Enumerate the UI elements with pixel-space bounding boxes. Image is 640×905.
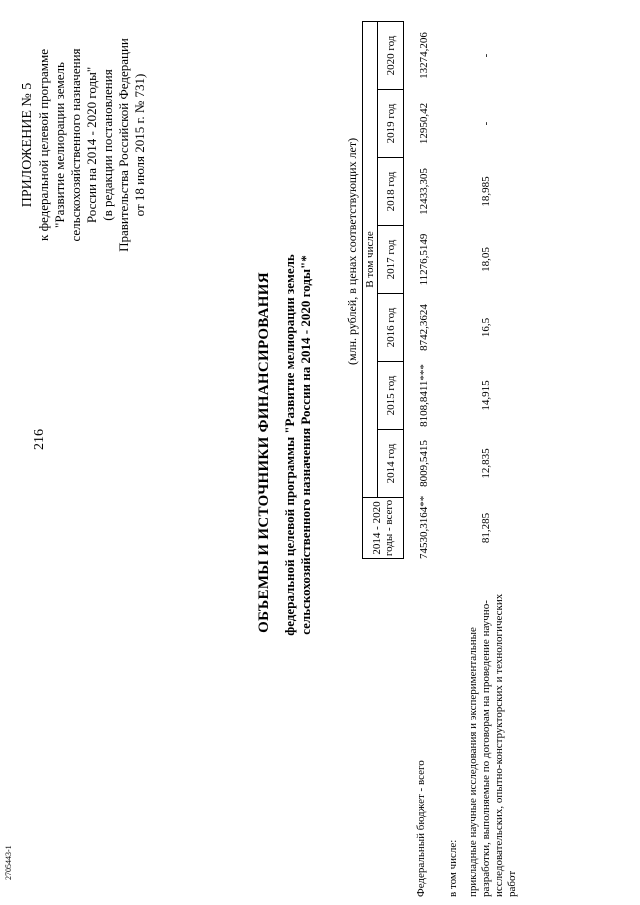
appendix-line: (в редакции постановления: [100, 69, 115, 221]
main-title: ОБЪЕМЫ И ИСТОЧНИКИ ФИНАНСИРОВАНИЯ: [256, 272, 272, 633]
appendix-line: от 18 июля 2015 г. № 731): [132, 73, 147, 217]
page-number: 216: [32, 429, 47, 450]
cell-value: 8108,8411***: [418, 364, 430, 427]
year-header-2019: 2019 год: [377, 89, 404, 158]
appendix-block: [20, 15, 148, 275]
year-header-2014: 2014 год: [377, 429, 404, 498]
units-note: (млн. рублей, в ценах соответствующих лет): [345, 137, 359, 365]
cell-total: 81,285: [480, 512, 492, 544]
year-header-2017: 2017 год: [377, 225, 404, 294]
cell-value: 14,915: [480, 380, 492, 411]
cell-value: 18,05: [480, 247, 492, 272]
year-header-2016: 2016 год: [377, 293, 404, 362]
cell-value: 8742,3624: [418, 304, 430, 351]
row-label-applied-research: прикладные научные исследования и экспериментальные разработки, выполняемые по договорам на проведение научно-исследовательских, опытно-конструкторских и технологических работ: [467, 593, 518, 897]
table-header: [362, 22, 402, 559]
cell-value: -: [480, 53, 492, 58]
appendix-line: к федеральной целевой программе: [36, 49, 51, 241]
sub-title-line: федеральной целевой программы "Развитие мелиорации земель: [282, 254, 297, 636]
cell-value: 11276,5149: [418, 233, 430, 286]
year-header-2015: 2015 год: [377, 361, 404, 430]
appendix-line: Правительства Российской Федерации: [116, 38, 131, 252]
year-header-2020: 2020 год: [377, 21, 404, 90]
appendix-line: России на 2014 - 2020 годы": [84, 66, 99, 224]
cell-value: 13274,206: [418, 32, 430, 79]
cell-value: 18,985: [480, 176, 492, 207]
cell-value: 12950,42: [418, 102, 430, 145]
sub-title: [282, 185, 314, 705]
total-header: 2014 - 2020 годы - всего: [362, 497, 404, 559]
row-label-including: в том числе:: [447, 839, 459, 897]
row-label-federal-budget: Федеральный бюджет - всего: [415, 760, 427, 897]
appendix-line: сельскохозяйственного назначения: [68, 48, 83, 242]
cell-value: 12,835: [480, 448, 492, 479]
appendix-title: ПРИЛОЖЕНИЕ № 5: [20, 82, 35, 208]
cell-value: -: [480, 121, 492, 126]
appendix-line: "Развитие мелиорации земель: [52, 62, 67, 228]
sub-title-line: сельскохозяйственного назначения России на 2014 - 2020 годы"*: [298, 255, 313, 635]
year-header-2018: 2018 год: [377, 157, 404, 226]
cell-value: 8009,5415: [418, 440, 430, 487]
footer-code: 2705443-1: [4, 845, 13, 880]
cell-total: 74530,3164**: [418, 495, 430, 559]
cell-value: 16,5: [480, 317, 492, 338]
cell-value: 12433,305: [418, 168, 430, 215]
group-header: В том числе: [362, 21, 378, 498]
